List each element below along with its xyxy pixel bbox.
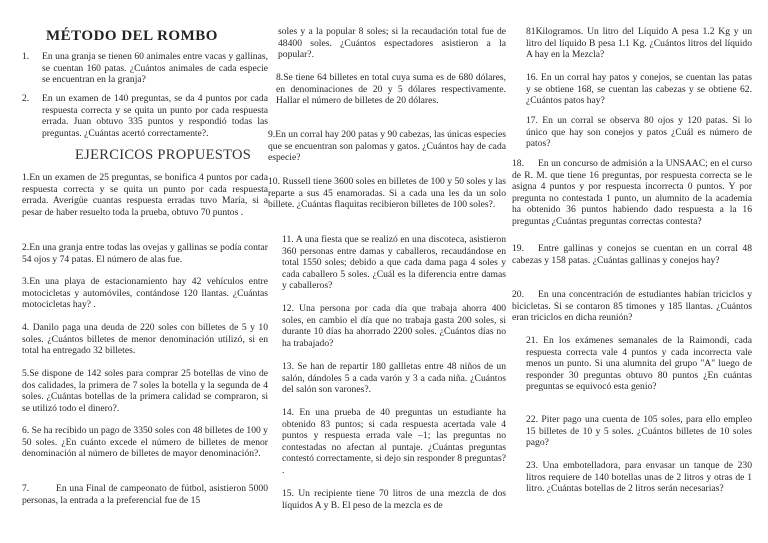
problem-item: 15. Un recipiente tiene 70 litros de una mezcla de dos líquidos A y B. El peso de la mezcla es de (282, 488, 506, 511)
problem-item: 19. Entre gallinas y conejos se cuentan en un corral 48 cabezas y 158 patas. ¿Cuántas gallinas y conejos hay? (512, 243, 752, 266)
problem-item: 7. En una Final de campeonato de fútbol, asistieron 5000 personas, la entrada a la preferencial fue de 15 (22, 483, 268, 506)
problem-item: 5.Se dispone de 142 soles para comprar 25 botellas de vino de dos calidades, la primera de 7 soles la botella y la segunda de 4 soles. ¿Cuántas botellas de la primera calidad se compraron, si se utilizó todo el dinero?. (22, 368, 268, 414)
intro-item: 1. En una granja se tienen 60 animales entre vacas y gallinas, se cuentan 160 patas. ¿Cuántos animales de cada especie se encuentran en la granja? (22, 51, 268, 86)
problem-item: 11. A una fiesta que se realizó en una discoteca, asistieron 360 personas entre damas y caballeros, recaudándose en total 1550 soles; debido a que cada dama paga 4 soles y cada caballero 5 soles. ¿Cuál es la diferencia entre damas y caballeros? (282, 234, 506, 292)
problem-item: 20. En una concentración de estudiantes habían triciclos y bicicletas. Si se contaron 85 timones y 185 llantas. ¿Cuántos eran triciclos en dicha reunión? (512, 289, 752, 324)
problem-item: 4. Danilo paga una deuda de 220 soles con billetes de 5 y 10 soles. ¿Cuántos billetes de menor denominación utilizó, si en total ha entregado 32 billetes. (22, 322, 268, 357)
problem-item: 12. Una persona por cada día que trabaja ahorra 400 soles, en cambio el día que no trabaja gasta 200 soles, si durante 10 días ha ahorrado 2200 soles. ¿Cuántos días no ha trabajado? (282, 303, 506, 349)
problem-item: 8.Se tiene 64 billetes en total cuya suma es de 680 dólares, en denominaciones de 20 y 5 dólares respectivamente. Hallar el número de billetes de 20 dólares. (276, 72, 506, 107)
problem-item: 1.En un examen de 25 preguntas, se bonifica 4 puntos por cada respuesta correcta y se quita un punto por cada respuesta errada. Averigüe cuantas respuesta erradas tuvo María, si a pesar de haber resuelto toda la prueba, obtuvo 70 puntos . (22, 172, 268, 218)
problem-item: 21. En los exámenes semanales de la Raimondi, cada respuesta correcta vale 4 puntos y cada incorrecta vale menos un punto. Si una alumnita del grupo "A" luego de responder 30 preguntas obtuvo 80 puntos ¿En cuántas preguntas se equivocó esta genio? (526, 335, 752, 393)
problem-item: 13. Se han de repartir 180 gallletas entre 48 niños de un salón, dándoles 5 a cada varón y 3 a cada niña. ¿Cuántos del salón son varones?. (282, 361, 506, 396)
problem-item: 18. En un concurso de admisión a la UNSAAC; en el curso de R. M. que tiene 16 preguntas, por respuesta correcta se le asigna 4 puntos y por respuesta incorrecta 0 puntos. Y por pregunta no contestada 1 punto, un alumnito de la academia ha obtenido 36 puntos habiendo dado respuesta a la 16 preguntas ¿Cuántas preguntas correctas contesta? (512, 158, 752, 227)
problem-item: 16. En un corral hay patos y conejos, se cuentan las patas y se obtiene 168, se cuentan las cabezas y se obtiene 62. ¿Cuántos patos hay? (526, 72, 752, 107)
intro-item: 2. En un examen de 140 preguntas, se da 4 puntos por cada respuesta correcta y se quita un punto por cada respuesta errada. Juan obtuvo 335 puntos y respondió todas las preguntas. ¿Cuántas acertó correctamente?. (22, 93, 268, 139)
problem-item: 6. Se ha recibido un pago de 3350 soles con 48 billetes de 100 y 50 soles. ¿En cuánto excede el número de billetes de menor denominación al número de billetes de mayor denominación?. (22, 425, 268, 460)
problem-item: 22. Piter pago una cuenta de 105 soles, para ello empleo 15 billetes de 10 y 5 soles. ¿Cuántos billetes de 10 soles pago? (526, 414, 752, 449)
section-heading: EJERCICOS PROPUESTOS (75, 147, 252, 163)
problem-item: 3.En una playa de estacionamiento hay 42 vehículos entre motocicletas y automóviles, contándose 120 llantas. ¿Cuántas motocicletas hay? . (22, 276, 268, 311)
page-title: MÉTODO DEL ROMBO (46, 28, 218, 44)
problem-item: 17. En un corral se observa 80 ojos y 120 patas. Si lo único que hay son conejos y patos ¿Cuál es número de patos? (526, 115, 752, 150)
problem-item: 14. En una prueba de 40 preguntas un estudiante ha obtenido 83 puntos; si cada respuesta acertada vale 4 puntos y respuesta errada vale –1; las preguntas no contestadas no afectan al puntaje. ¿Cuántas preguntas contestó correctamente, si dejo sin responder 8 preguntas? . (282, 407, 506, 476)
problem-item: 2.En una granja entre todas las ovejas y gallinas se podía contar 54 ojos y 74 patas. El número de alas fue. (22, 242, 268, 265)
problem-item: 10. Russell tiene 3600 soles en billetes de 100 y 50 soles y las reparte a sus 45 enamoradas. Si a cada una les da un solo billete. ¿Cuántas flaquitas recibieron billetes de 100 soles?. (268, 176, 506, 211)
problem-item: 9.En un corral hay 200 patas y 90 cabezas, las únicas especies que se encuentran son palomas y gatos. ¿Cuántos hay de cada especie? (268, 129, 506, 164)
problem-item: 23. Una embotelladora, para envasar un tanque de 230 litros requiere de 140 botellas unas de 2 litros y otras de 1 litro. ¿Cuántas botellas de 2 litros serán necesarias? (526, 460, 752, 495)
problem-item-continued: soles y a la popular 8 soles; si la recaudación total fue de 48400 soles. ¿Cuántos espectadores asistieron a la popular?. (278, 26, 506, 61)
problem-item-continued: 81Kilogramos. Un litro del Líquido A pesa 1.2 Kg y un litro del líquido B pesa 1.1 Kg. ¿Cuántos litros del líquido A hay en la Mezcla? (526, 26, 752, 61)
